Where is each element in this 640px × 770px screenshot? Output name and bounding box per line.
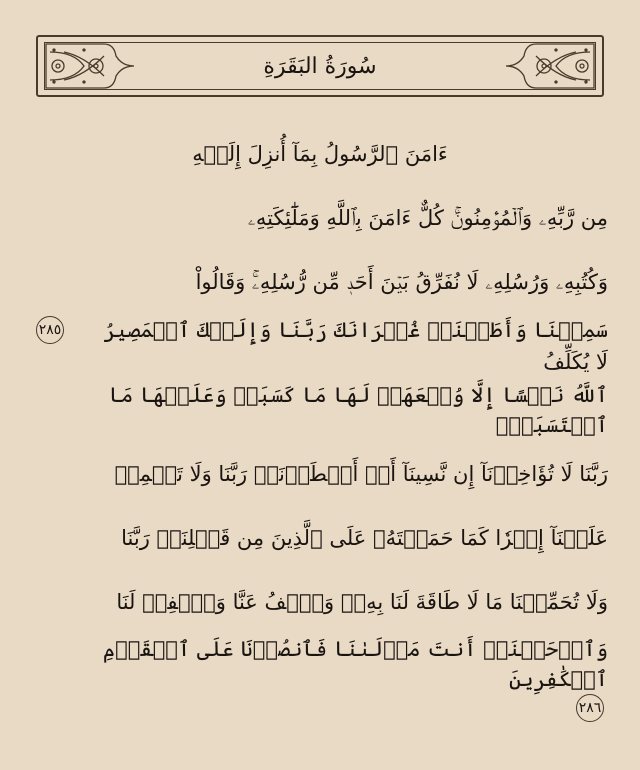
verse-line-text: مِن رَّبِّهِۦ وَٱلۡمُؤۡمِنُونَۚ كُلٌّ ءَامَنَ بِٱللَّهِ وَمَلَٰٓئِكَتِهِۦ [247,206,608,230]
verse-line [32,186,608,250]
verse-line [32,122,608,186]
verse-line-text: وَٱرۡحَمۡنَآۚ أَنتَ مَوۡلَىٰنَا فَٱنصُرۡنَا عَلَى ٱلۡقَوۡمِ ٱلۡكَٰفِرِينَ [102,637,608,691]
verse-line [32,250,608,314]
verse-line-text: ءَامَنَ ٱلرَّسُولُ بِمَآ أُنزِلَ إِلَيۡهِ [192,142,448,166]
verse-line-text: عَلَيۡنَآ إِصۡرٗا كَمَا حَمَلۡتَهُۥ عَلَى ٱلَّذِينَ مِن قَبۡلِنَاۚ رَبَّنَا [121,526,608,550]
verse-line [32,570,608,634]
ayah-number-marker: ٢٨٦ [576,694,604,722]
verse-line-text: ٱللَّهُ نَفۡسًا إِلَّا وُسۡعَهَاۚ لَهَا مَا كَسَبَتۡ وَعَلَيۡهَا مَا ٱكۡتَسَبَتۡۗ [108,383,608,437]
verse-line [32,442,608,506]
verse-line-text: وَكُتُبِهِۦ وَرُسُلِهِۦ لَا نُفَرِّقُ بَيۡنَ أَحَدٖ مِّن رُّسُلِهِۦۚ وَقَالُواْ [195,270,608,294]
verse-line-text: رَبَّنَا لَا تُؤَاخِذۡنَآ إِن نَّسِينَآ أَوۡ أَخۡطَأۡنَاۚ رَبَّنَا وَلَا تَحۡمِلۡ [114,462,608,486]
verse-line [32,506,608,570]
verse-text-block [32,122,608,722]
ornament-right-icon [496,42,596,90]
ornament-left-icon [44,42,144,90]
ayah-number-marker: ٢٨٥ [36,316,64,344]
verse-line-text: سَمِعۡنَا وَأَطَعۡنَاۖ غُفۡرَانَكَ رَبَّنَا وَإِلَيۡكَ ٱلۡمَصِيرُ [103,318,608,342]
verse-line [32,378,608,442]
verse-line [32,634,608,722]
verse-line-text: لَا يُكَلِّفُ [543,350,608,374]
verse-line [32,314,608,378]
surah-header-frame [36,35,604,97]
surah-title: سُورَةُ البَقَرَةِ [263,53,377,79]
verse-line-text: وَلَا تُحَمِّلۡنَا مَا لَا طَاقَةَ لَنَا بِهِۦۖ وَٱعۡفُ عَنَّا وَٱغۡفِرۡ لَنَا [116,590,608,614]
